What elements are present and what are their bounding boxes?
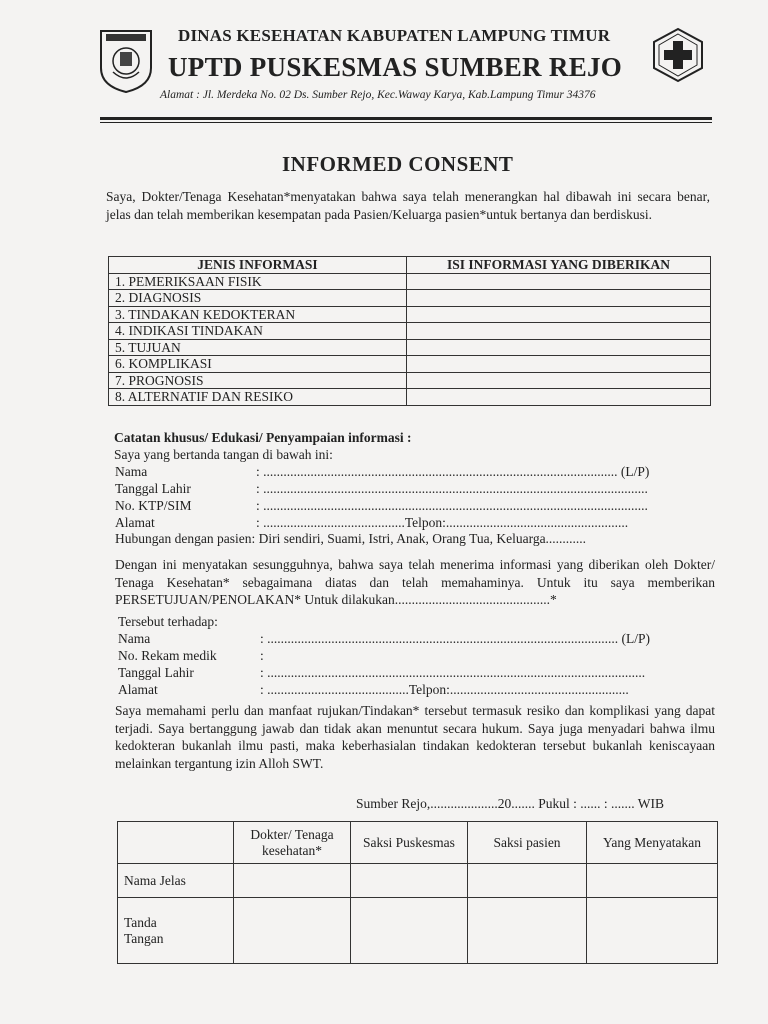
patient-address-label: Alamat: [118, 682, 158, 697]
facility-name: UPTD PUSKESMAS SUMBER REJO: [168, 52, 623, 82]
column-header: Saksi Puskesmas: [351, 822, 468, 864]
table-row: [109, 290, 711, 307]
name-cell[interactable]: [587, 864, 718, 898]
signature-table-header: [118, 822, 718, 864]
date-place-line[interactable]: Sumber Rejo,....................20....... Pukul : ...... : ....... WIB: [356, 796, 665, 811]
table-row: [109, 339, 711, 356]
info-content-cell[interactable]: [407, 339, 711, 356]
info-type-cell: 1. PEMERIKSAAN FISIK: [109, 273, 407, 290]
patient-name-label: Nama: [118, 631, 151, 646]
table-row: [118, 898, 718, 964]
signer-name-field[interactable]: : ......................................................................................................... (L/P): [256, 464, 650, 479]
health-cross-icon: [651, 27, 705, 83]
signature-cell[interactable]: [234, 898, 351, 964]
signature-cell[interactable]: [468, 898, 587, 964]
info-type-cell: 4. INDIKASI TINDAKAN: [109, 323, 407, 340]
row-label: [118, 898, 234, 964]
signature-cell[interactable]: [587, 898, 718, 964]
signature-cell[interactable]: [351, 898, 468, 964]
column-header: JENIS INFORMASI: [109, 257, 407, 274]
document-title: INFORMED CONSENT: [282, 152, 514, 176]
notes-heading: Catatan khusus/ Edukasi/ Penyampaian informasi :: [114, 430, 412, 445]
signature-table: [117, 821, 718, 964]
info-content-cell[interactable]: [407, 273, 711, 290]
info-content-cell[interactable]: [407, 372, 711, 389]
column-header: [118, 822, 234, 864]
patient-name-field[interactable]: : ........................................................................................................ (L/P): [260, 631, 650, 646]
row-label: Nama Jelas: [118, 864, 234, 898]
info-type-cell: 6. KOMPLIKASI: [109, 356, 407, 373]
info-type-cell: 8. ALTERNATIF DAN RESIKO: [109, 389, 407, 406]
name-cell[interactable]: [468, 864, 587, 898]
column-header: ISI INFORMASI YANG DIBERIKAN: [407, 257, 711, 274]
column-header: Saksi pasien: [468, 822, 587, 864]
signer-id-label: No. KTP/SIM: [115, 498, 192, 513]
name-cell[interactable]: [234, 864, 351, 898]
regency-emblem-icon: [98, 28, 154, 94]
information-table-header: [109, 257, 711, 274]
patient-record-label: No. Rekam medik: [118, 648, 217, 663]
signer-id-field[interactable]: : ..................................................................................................................: [256, 498, 648, 513]
signer-name-label: Nama: [115, 464, 148, 479]
patient-birthdate-field[interactable]: : ................................................................................................................: [260, 665, 646, 680]
signer-birthdate-label: Tanggal Lahir: [115, 481, 191, 496]
info-content-cell[interactable]: [407, 306, 711, 323]
patient-address-field[interactable]: : ..........................................Telpon:.....................................................: [260, 682, 629, 697]
signer-birthdate-field[interactable]: : ..................................................................................................................: [256, 481, 648, 496]
relation-line: Hubungan dengan pasien: Diri sendiri, Suami, Istri, Anak, Orang Tua, Keluarga............: [115, 531, 587, 546]
facility-address: Alamat : Jl. Merdeka No. 02 Ds. Sumber Rejo, Kec.Waway Karya, Kab.Lampung Timur 34376: [160, 89, 596, 101]
info-content-cell[interactable]: [407, 323, 711, 340]
row-label-text: Tanda Tangan: [124, 914, 164, 946]
name-cell[interactable]: [351, 864, 468, 898]
declaration-paragraph: Dengan ini menyatakan sesungguhnya, bahwa saya telah menerima informasi yang diberikan oleh Dokter/ Tenaga Kesehatan* sebagaimana diatas dan telah memahaminya. Untuk itu saya memberikan PERSETUJUAN/PENOLAKAN* Untuk dilakukan..............................................*: [115, 557, 715, 607]
patient-intro: Tersebut terhadap:: [118, 614, 218, 629]
signer-address-field[interactable]: : ..........................................Telpon:......................................................: [256, 515, 629, 530]
info-type-cell: 3. TINDAKAN KEDOKTERAN: [109, 306, 407, 323]
table-row: [109, 306, 711, 323]
info-content-cell[interactable]: [407, 356, 711, 373]
table-row: [109, 356, 711, 373]
table-row: [118, 864, 718, 898]
table-row: [109, 323, 711, 340]
information-table: [108, 256, 711, 406]
agency-name: DINAS KESEHATAN KABUPATEN LAMPUNG TIMUR: [178, 26, 611, 45]
column-header: Yang Menyatakan: [587, 822, 718, 864]
table-row: [109, 273, 711, 290]
header-rule-thick: [100, 117, 712, 120]
info-content-cell[interactable]: [407, 290, 711, 307]
signer-address-label: Alamat: [115, 515, 155, 530]
table-row: [109, 389, 711, 406]
column-header: Dokter/ Tenaga kesehatan*: [234, 822, 351, 864]
signer-intro: Saya yang bertanda tangan di bawah ini:: [114, 447, 333, 462]
info-type-cell: 2. DIAGNOSIS: [109, 290, 407, 307]
table-row: [109, 372, 711, 389]
patient-record-field[interactable]: :: [260, 648, 264, 663]
header-rule-thin: [100, 122, 712, 123]
intro-paragraph: Saya, Dokter/Tenaga Kesehatan*menyatakan bahwa saya telah menerangkan hal dibawah ini secara benar, jelas dan telah memberikan kesempatan pada Pasien/Keluarga pasien*untuk bertanya dan berdiskusi.: [106, 189, 710, 222]
patient-birthdate-label: Tanggal Lahir: [118, 665, 194, 680]
understanding-paragraph: Saya memahami perlu dan manfaat rujukan/Tindakan* tersebut termasuk resiko dan komplikasi yang dapat terjadi. Saya bertanggung jawab dan tidak akan menuntut secara hukum. Saya juga menyadari bahwa ilmu kedokteran bukanlah ilmu pasti, maka keberhasialan tindakan kedokteran tersebut bukanlah keniscayaan melainkan tergantung izin Alloh SWT.: [115, 703, 715, 771]
info-type-cell: 7. PROGNOSIS: [109, 372, 407, 389]
info-type-cell: 5. TUJUAN: [109, 339, 407, 356]
info-content-cell[interactable]: [407, 389, 711, 406]
